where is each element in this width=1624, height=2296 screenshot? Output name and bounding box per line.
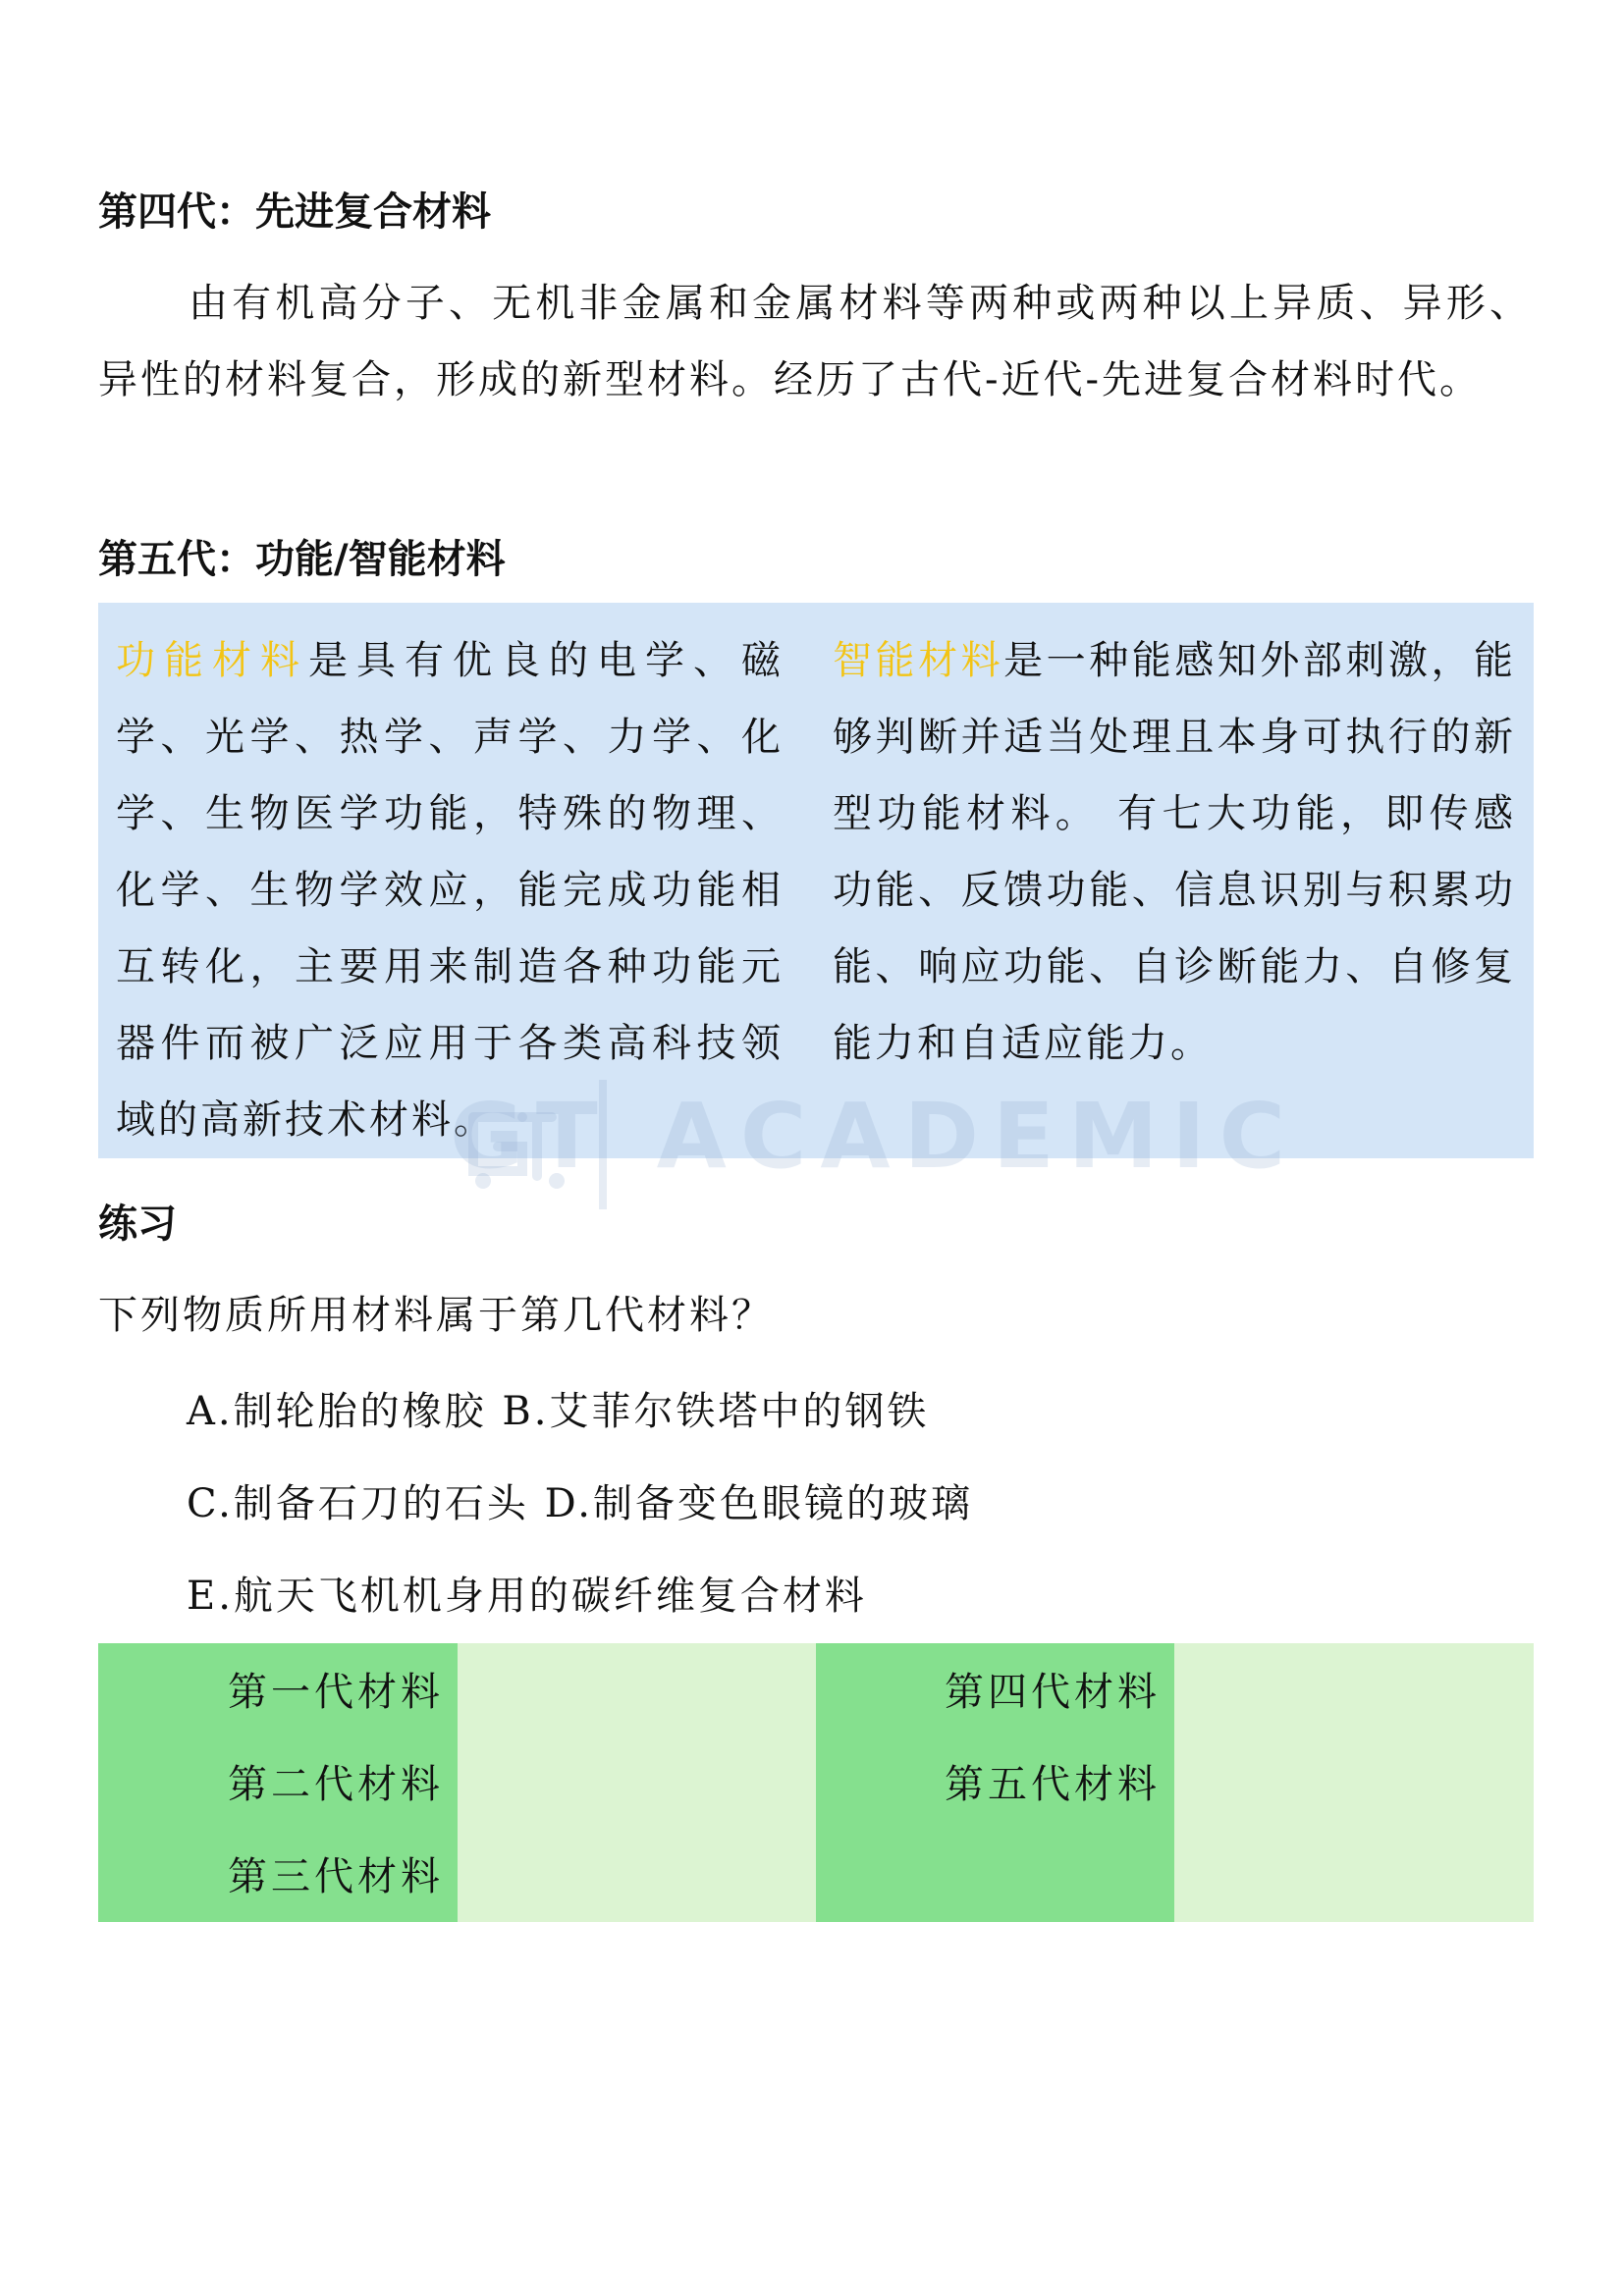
- practice-question: 下列物质所用材料属于第几代材料？: [98, 1293, 774, 1338]
- generation-label: 第五代材料: [945, 1762, 1161, 1807]
- answer-area-left[interactable]: [458, 1643, 816, 1922]
- generation-label: 第一代材料: [228, 1670, 444, 1715]
- answer-area-right[interactable]: [1174, 1643, 1534, 1922]
- generation-label-column-left: [98, 1643, 458, 1922]
- functional-material-term: 功能材料: [116, 638, 308, 683]
- gen4-paragraph: 由有机高分子、无机非金属和金属材料等两种或两种以上异质、异形、异性的材料复合，形成的新型材料。经历了古代-近代-先进复合材料时代。: [98, 281, 1532, 402]
- generation-answer-table: [98, 1643, 1534, 1922]
- section-heading-gen5: 第五代：功能/智能材料: [98, 537, 506, 582]
- generation-label: 第四代材料: [945, 1670, 1161, 1715]
- functional-material-text: 是具有优良的电学、磁学、光学、热学、声学、力学、化学、生物医学功能，特殊的物理、化学、生物学效应，能完成功能相互转化，主要用来制造各种功能元器件而被广泛应用于各类高科技领域的高新技术材料。: [116, 638, 784, 1143]
- generation-label-column-right: [816, 1643, 1174, 1922]
- watermark: GT ACADEMIC: [450, 1084, 1300, 1189]
- functional-material-definition: [116, 622, 784, 1158]
- practice-heading: 练习: [98, 1201, 177, 1247]
- practice-option-line: A.制轮胎的橡胶 B.艾菲尔铁塔中的钢铁: [187, 1389, 930, 1434]
- generation-label: 第二代材料: [228, 1762, 444, 1807]
- smart-material-term: 智能材料: [833, 638, 1004, 683]
- smart-material-text: 是一种能感知外部刺激，能够判断并适当处理且本身可执行的新型功能材料。 有七大功能，即传感功能、反馈功能、信息识别与积累功能、响应功能、自诊断能力、自修复能力和自适应能力。: [833, 638, 1517, 1066]
- practice-option-line: E.航天飞机机身用的碳纤维复合材料: [187, 1574, 867, 1619]
- gen5-definition-box: [98, 603, 1534, 1158]
- generation-label: 第三代材料: [228, 1854, 444, 1899]
- section-heading-gen4: 第四代：先进复合材料: [98, 189, 491, 235]
- practice-option-line: C.制备石刀的石头 D.制备变色眼镜的玻璃: [187, 1481, 973, 1526]
- smart-material-definition: [833, 622, 1516, 1082]
